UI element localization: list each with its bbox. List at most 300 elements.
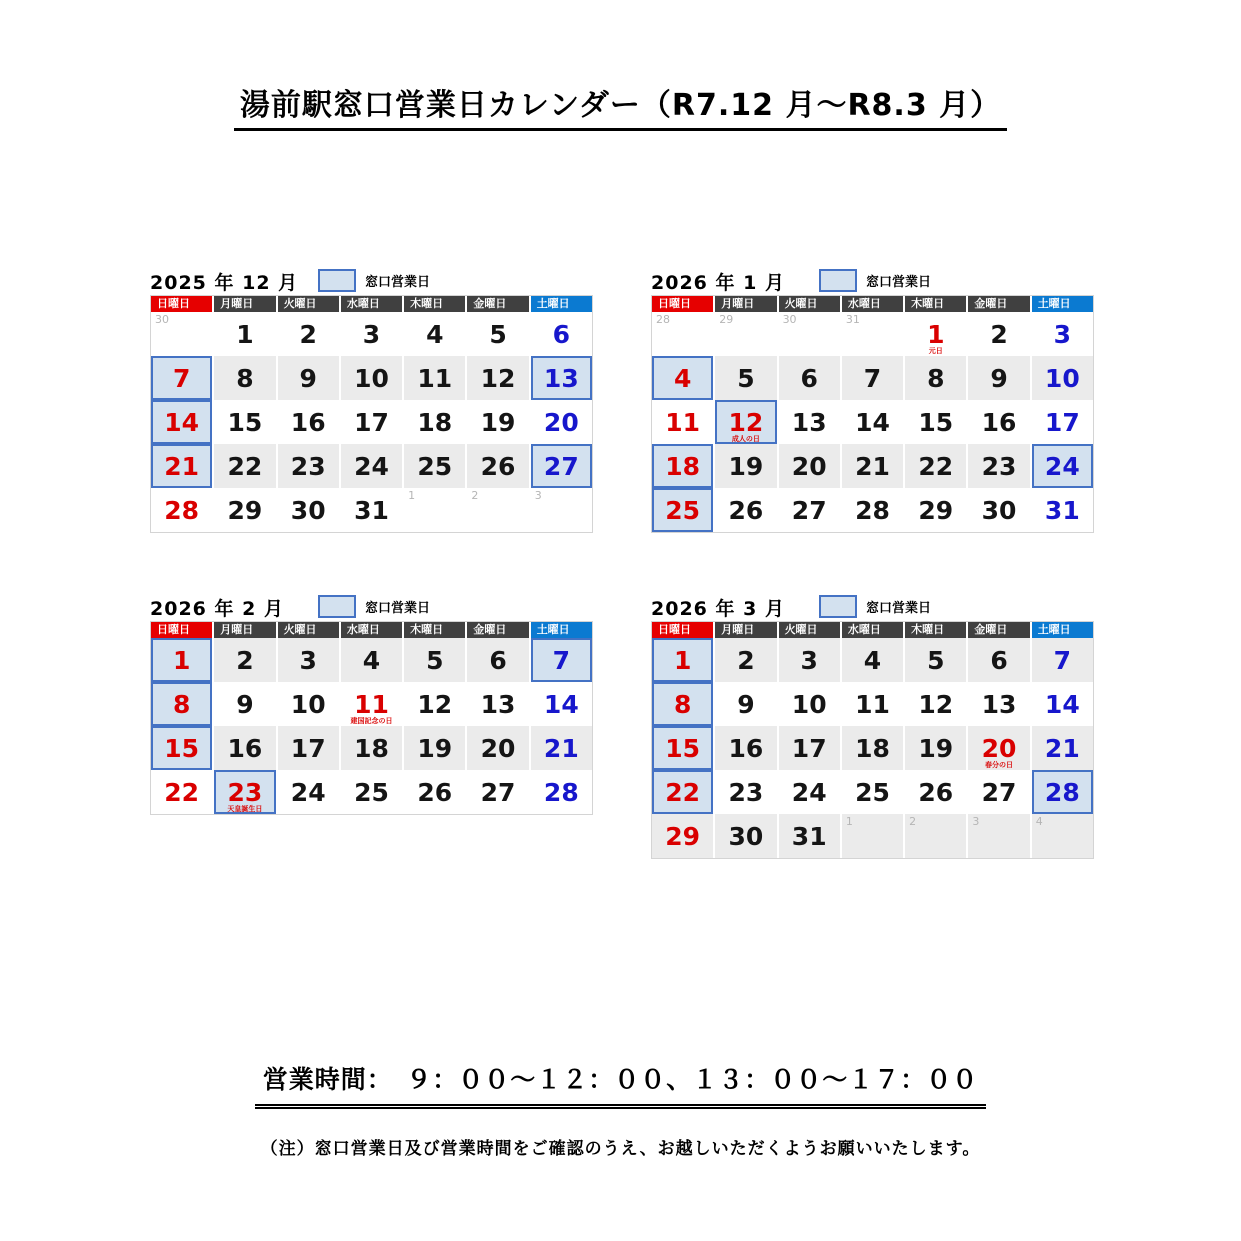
- day-cell: [341, 638, 404, 682]
- weekday-header: 土曜日: [531, 622, 592, 638]
- day-number: 13: [981, 689, 1017, 719]
- week-row: [652, 312, 1093, 356]
- day-cell: [968, 682, 1031, 726]
- day-cell: [214, 726, 277, 770]
- day-number: 3: [800, 645, 818, 675]
- day-number: 23: [981, 451, 1017, 481]
- day-cell: [652, 400, 715, 444]
- day-number: 30: [728, 821, 764, 851]
- day-cell: [842, 400, 905, 444]
- day-number: 13: [543, 363, 579, 393]
- day-cell: [1032, 682, 1093, 726]
- month-calendar-2026-01: [651, 268, 1094, 525]
- day-cell: [779, 814, 842, 858]
- day-number: 8: [673, 689, 692, 719]
- day-cell: [214, 356, 277, 400]
- day-number: 17: [354, 407, 389, 437]
- day-number: 6: [489, 645, 507, 675]
- weekday-header: 土曜日: [1032, 622, 1093, 638]
- day-cell: [905, 400, 968, 444]
- day-number: 14: [1044, 689, 1080, 719]
- week-row: [151, 488, 592, 532]
- day-cell: [278, 400, 341, 444]
- day-number: 24: [290, 777, 326, 807]
- day-number: 11: [665, 407, 701, 437]
- day-cell: [779, 770, 842, 814]
- day-number: 23: [227, 777, 263, 807]
- day-cell: [779, 356, 842, 400]
- day-cell: [341, 488, 404, 532]
- day-cell: [779, 638, 842, 682]
- day-cell: [905, 488, 968, 532]
- day-cell: [1032, 814, 1093, 858]
- day-cell: [214, 638, 277, 682]
- day-cell: [467, 356, 530, 400]
- day-number: 10: [1044, 363, 1080, 393]
- weekday-header: 日曜日: [652, 622, 715, 638]
- day-cell: [652, 356, 715, 400]
- week-row: [652, 726, 1093, 770]
- day-number: 7: [863, 363, 882, 393]
- weekday-header: 日曜日: [151, 296, 214, 312]
- adjacent-day-number: 4: [1035, 815, 1043, 828]
- legend-swatch: [819, 595, 857, 618]
- weekday-header: 日曜日: [151, 622, 214, 638]
- day-number: 21: [855, 451, 890, 481]
- day-cell: [531, 400, 592, 444]
- day-number: 24: [1044, 451, 1080, 481]
- day-cell: [905, 312, 968, 356]
- week-row: [652, 400, 1093, 444]
- day-cell: [1032, 488, 1093, 532]
- day-cell: [467, 770, 530, 814]
- adjacent-day-number: 2: [471, 489, 479, 502]
- day-number: 29: [665, 821, 701, 851]
- day-number: 22: [665, 777, 701, 807]
- day-cell: [652, 444, 715, 488]
- legend-label: 窓口営業日: [365, 600, 431, 616]
- legend-swatch: [318, 269, 356, 292]
- week-row: [151, 400, 592, 444]
- week-row: [151, 444, 592, 488]
- day-cell: [467, 444, 530, 488]
- weekday-header: 火曜日: [779, 296, 842, 312]
- day-number: 9: [737, 689, 755, 719]
- day-number: 28: [1044, 777, 1080, 807]
- day-cell: [214, 400, 277, 444]
- day-cell: [968, 444, 1031, 488]
- day-number: 23: [728, 777, 764, 807]
- day-cell: [652, 488, 715, 532]
- day-cell: [968, 638, 1031, 682]
- weekday-header: 月曜日: [715, 622, 778, 638]
- week-row: [652, 638, 1093, 682]
- day-number: 26: [728, 495, 764, 525]
- day-cell: [531, 356, 592, 400]
- legend-label: 窓口営業日: [866, 600, 932, 616]
- day-cell: [341, 400, 404, 444]
- day-cell: [151, 726, 214, 770]
- day-cell: [467, 400, 530, 444]
- holiday-label: 元日: [928, 347, 943, 355]
- day-cell: [404, 488, 467, 532]
- day-number: 20: [981, 733, 1017, 763]
- holiday-label: 春分の日: [985, 761, 1014, 769]
- day-cell: [715, 682, 778, 726]
- day-cell: [842, 682, 905, 726]
- day-number: 26: [480, 451, 516, 481]
- day-cell: [968, 356, 1031, 400]
- day-number: 20: [480, 733, 516, 763]
- day-cell: [1032, 444, 1093, 488]
- day-number: 3: [299, 645, 317, 675]
- legend: [819, 268, 931, 292]
- day-number: 3: [1053, 319, 1072, 349]
- day-cell: [404, 682, 467, 726]
- day-number: 8: [236, 363, 254, 393]
- day-cell: [214, 444, 277, 488]
- day-number: 12: [417, 689, 453, 719]
- week-row: [151, 726, 592, 770]
- day-cell: [404, 638, 467, 682]
- day-number: 22: [918, 451, 954, 481]
- weekday-header: 水曜日: [842, 622, 905, 638]
- day-cell: [151, 638, 214, 682]
- adjacent-day-number: 29: [719, 313, 734, 326]
- day-number: 25: [855, 777, 890, 807]
- day-cell: [1032, 356, 1093, 400]
- weekday-header-row: [652, 622, 1093, 638]
- day-cell: [531, 638, 592, 682]
- day-number: 16: [728, 733, 764, 763]
- page-title: [0, 80, 1241, 131]
- day-cell: [214, 770, 277, 814]
- day-cell: [652, 726, 715, 770]
- day-number: 19: [728, 451, 764, 481]
- day-cell: [715, 726, 778, 770]
- day-number: 26: [918, 777, 954, 807]
- day-cell: [1032, 770, 1093, 814]
- day-cell: [652, 638, 715, 682]
- day-number: 21: [164, 451, 200, 481]
- weekday-header-row: [151, 296, 592, 312]
- day-number: 12: [728, 407, 764, 437]
- day-number: 25: [354, 777, 389, 807]
- day-cell: [531, 312, 592, 356]
- weekday-header: 月曜日: [214, 296, 277, 312]
- day-cell: [715, 400, 778, 444]
- day-number: 14: [855, 407, 890, 437]
- day-cell: [214, 488, 277, 532]
- day-number: 11: [855, 689, 890, 719]
- day-cell: [905, 770, 968, 814]
- day-cell: [278, 770, 341, 814]
- weekday-header-row: [151, 622, 592, 638]
- day-number: 19: [918, 733, 954, 763]
- weekday-header: 木曜日: [905, 622, 968, 638]
- day-cell: [968, 400, 1031, 444]
- week-row: [151, 682, 592, 726]
- adjacent-day-number: 31: [845, 313, 860, 326]
- week-row: [652, 814, 1093, 858]
- day-cell: [341, 682, 404, 726]
- day-number: 25: [665, 495, 701, 525]
- weekday-header: 木曜日: [404, 622, 467, 638]
- day-number: 2: [990, 319, 1008, 349]
- day-number: 21: [543, 733, 579, 763]
- day-number: 29: [227, 495, 263, 525]
- day-number: 6: [552, 319, 571, 349]
- day-cell: [151, 770, 214, 814]
- day-cell: [652, 682, 715, 726]
- day-cell: [278, 488, 341, 532]
- day-cell: [842, 312, 905, 356]
- month-header: [150, 268, 593, 295]
- day-number: 18: [417, 407, 453, 437]
- legend-label: 窓口営業日: [365, 274, 431, 290]
- day-cell: [968, 488, 1031, 532]
- day-number: 25: [417, 451, 453, 481]
- day-cell: [404, 726, 467, 770]
- day-number: 19: [417, 733, 453, 763]
- day-number: 27: [791, 495, 827, 525]
- day-number: 7: [172, 363, 191, 393]
- weekday-header: 水曜日: [842, 296, 905, 312]
- week-row: [652, 444, 1093, 488]
- weekday-header-row: [652, 296, 1093, 312]
- holiday-label: 成人の日: [731, 435, 760, 443]
- weekday-header: 金曜日: [467, 622, 530, 638]
- day-cell: [1032, 726, 1093, 770]
- day-number: 4: [362, 645, 381, 675]
- day-number: 7: [552, 645, 571, 675]
- day-number: 31: [1044, 495, 1080, 525]
- month-header: [651, 594, 1094, 621]
- day-cell: [905, 726, 968, 770]
- day-number: 9: [990, 363, 1008, 393]
- holiday-label: 天皇誕生日: [227, 805, 263, 813]
- business-hours: [0, 1060, 1241, 1109]
- month-header: [150, 594, 593, 621]
- day-cell: [278, 638, 341, 682]
- weekday-header: 火曜日: [278, 622, 341, 638]
- day-number: 15: [665, 733, 701, 763]
- day-cell: [151, 444, 214, 488]
- day-number: 2: [737, 645, 755, 675]
- day-cell: [151, 682, 214, 726]
- weekday-header: 金曜日: [467, 296, 530, 312]
- calendar-grid: [651, 295, 1094, 533]
- week-row: [151, 638, 592, 682]
- month-title: 2026 年 3 月: [651, 598, 785, 620]
- day-cell: [467, 312, 530, 356]
- day-number: 10: [791, 689, 827, 719]
- week-row: [652, 356, 1093, 400]
- day-number: 16: [981, 407, 1017, 437]
- day-cell: [652, 312, 715, 356]
- day-number: 6: [990, 645, 1008, 675]
- adjacent-day-number: 2: [909, 815, 917, 828]
- day-cell: [214, 312, 277, 356]
- day-number: 9: [299, 363, 317, 393]
- day-cell: [278, 682, 341, 726]
- month-title: 2026 年 2 月: [150, 598, 284, 620]
- day-number: 24: [791, 777, 827, 807]
- day-number: 27: [981, 777, 1017, 807]
- week-row: [652, 770, 1093, 814]
- day-number: 4: [863, 645, 882, 675]
- day-number: 22: [227, 451, 263, 481]
- day-cell: [341, 444, 404, 488]
- day-cell: [968, 726, 1031, 770]
- weekday-header: 月曜日: [214, 622, 277, 638]
- day-cell: [467, 638, 530, 682]
- day-number: 14: [164, 407, 200, 437]
- day-cell: [151, 312, 214, 356]
- day-number: 5: [737, 363, 755, 393]
- day-cell: [715, 444, 778, 488]
- day-cell: [404, 400, 467, 444]
- day-cell: [779, 400, 842, 444]
- day-cell: [652, 770, 715, 814]
- week-row: [151, 770, 592, 814]
- page-title-text: 湯前駅窓口営業日カレンダー（R7.12 月～R8.3 月）: [234, 80, 1007, 131]
- day-cell: [341, 726, 404, 770]
- day-number: 14: [543, 689, 579, 719]
- day-cell: [842, 356, 905, 400]
- day-number: 1: [172, 645, 191, 675]
- month-calendar-2026-02: [150, 594, 593, 813]
- day-number: 21: [1044, 733, 1080, 763]
- day-cell: [842, 444, 905, 488]
- day-number: 31: [791, 821, 827, 851]
- business-hours-text: 営業時間： ９：００～１２：００、１３：００～１７：００: [255, 1060, 987, 1109]
- day-cell: [1032, 400, 1093, 444]
- weekday-header: 月曜日: [715, 296, 778, 312]
- day-cell: [531, 488, 592, 532]
- week-row: [652, 682, 1093, 726]
- day-cell: [715, 770, 778, 814]
- calendar-grid: [651, 621, 1094, 859]
- day-cell: [779, 726, 842, 770]
- day-cell: [1032, 312, 1093, 356]
- weekday-header: 火曜日: [278, 296, 341, 312]
- day-cell: [531, 682, 592, 726]
- day-number: 11: [417, 363, 453, 393]
- day-number: 5: [426, 645, 444, 675]
- day-cell: [278, 444, 341, 488]
- day-number: 20: [791, 451, 827, 481]
- adjacent-day-number: 1: [408, 489, 416, 502]
- day-number: 28: [164, 495, 200, 525]
- day-cell: [779, 488, 842, 532]
- day-cell: [278, 312, 341, 356]
- day-cell: [968, 770, 1031, 814]
- day-number: 17: [290, 733, 326, 763]
- day-cell: [842, 770, 905, 814]
- day-cell: [715, 312, 778, 356]
- day-number: 15: [227, 407, 263, 437]
- day-cell: [715, 638, 778, 682]
- day-cell: [467, 682, 530, 726]
- day-cell: [467, 488, 530, 532]
- month-calendar-2026-03: [651, 594, 1094, 851]
- weekday-header: 金曜日: [968, 296, 1031, 312]
- day-cell: [652, 814, 715, 858]
- day-cell: [715, 356, 778, 400]
- day-number: 24: [354, 451, 389, 481]
- adjacent-day-number: 3: [972, 815, 980, 828]
- weekday-header: 日曜日: [652, 296, 715, 312]
- adjacent-day-number: 30: [782, 313, 797, 326]
- day-number: 22: [164, 777, 200, 807]
- day-number: 26: [417, 777, 453, 807]
- day-number: 10: [354, 363, 389, 393]
- day-cell: [151, 488, 214, 532]
- month-calendar-2025-12: [150, 268, 593, 525]
- day-number: 17: [1044, 407, 1080, 437]
- calendar-grid: [150, 621, 593, 815]
- day-cell: [531, 444, 592, 488]
- day-cell: [842, 726, 905, 770]
- day-cell: [151, 356, 214, 400]
- day-number: 19: [480, 407, 516, 437]
- day-number: 12: [480, 363, 516, 393]
- day-cell: [715, 814, 778, 858]
- day-number: 29: [918, 495, 954, 525]
- day-number: 10: [290, 689, 326, 719]
- day-number: 16: [290, 407, 326, 437]
- note-text: （注）窓口営業日及び営業時間をご確認のうえ、お越しいただくようお願いいたします。: [260, 1139, 981, 1159]
- day-cell: [151, 400, 214, 444]
- day-number: 1: [673, 645, 692, 675]
- day-cell: [905, 356, 968, 400]
- day-number: 15: [164, 733, 200, 763]
- day-cell: [715, 488, 778, 532]
- legend: [819, 594, 931, 618]
- day-cell: [278, 726, 341, 770]
- weekday-header: 木曜日: [905, 296, 968, 312]
- day-number: 12: [918, 689, 954, 719]
- day-cell: [341, 770, 404, 814]
- day-cell: [341, 356, 404, 400]
- day-number: 27: [480, 777, 516, 807]
- day-number: 1: [927, 319, 945, 349]
- day-number: 20: [543, 407, 579, 437]
- day-number: 5: [927, 645, 945, 675]
- day-cell: [905, 444, 968, 488]
- day-number: 1: [236, 319, 254, 349]
- day-number: 9: [236, 689, 254, 719]
- legend: [318, 268, 430, 292]
- day-cell: [404, 356, 467, 400]
- legend-swatch: [819, 269, 857, 292]
- calendar-grid: [150, 295, 593, 533]
- day-cell: [842, 814, 905, 858]
- adjacent-day-number: 30: [155, 313, 169, 326]
- day-cell: [531, 726, 592, 770]
- day-cell: [1032, 638, 1093, 682]
- day-number: 4: [673, 363, 692, 393]
- adjacent-day-number: 1: [845, 815, 853, 828]
- day-number: 11: [354, 689, 389, 719]
- adjacent-day-number: 3: [534, 489, 542, 502]
- legend-swatch: [318, 595, 356, 618]
- weekday-header: 火曜日: [779, 622, 842, 638]
- weekday-header: 土曜日: [531, 296, 592, 312]
- day-cell: [779, 312, 842, 356]
- legend-label: 窓口営業日: [866, 274, 932, 290]
